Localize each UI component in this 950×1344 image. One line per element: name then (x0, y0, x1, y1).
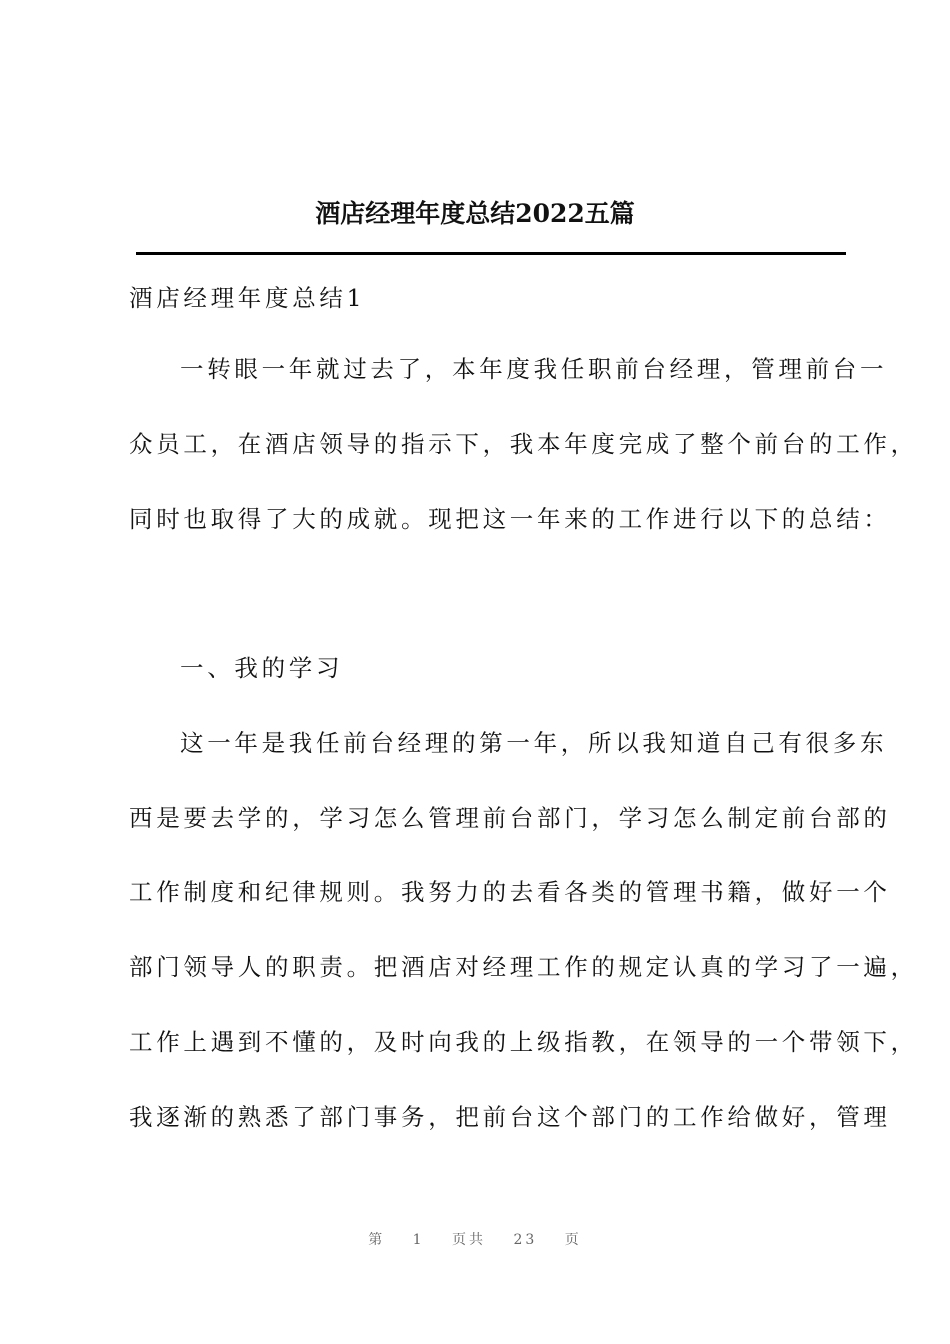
paragraph-line: 一转眼一年就过去了，本年度我任职前台经理，管理前台一 (180, 355, 888, 383)
footer-label-of: 页共 (452, 1232, 487, 1248)
document-title: 酒店经理年度总结2022五篇 (315, 199, 635, 228)
subsection-heading: 一、我的学习 (180, 654, 344, 682)
paragraph-line: 这一年是我任前台经理的第一年，所以我知道自己有很多东 (180, 729, 888, 757)
paragraph-line: 众员工，在酒店领导的指示下，我本年度完成了整个前台的工作， (129, 430, 918, 458)
paragraph-line: 同时也取得了大的成就。现把这一年来的工作进行以下的总结： (129, 505, 891, 533)
footer-current-page: 1 (412, 1232, 425, 1248)
page-footer (0, 1229, 950, 1249)
title-divider (136, 252, 846, 255)
paragraph-line: 西是要去学的，学习怎么管理前台部门，学习怎么制定前台部的 (129, 804, 891, 832)
footer-label-page: 第 (368, 1232, 386, 1248)
footer-label-end: 页 (564, 1232, 582, 1248)
paragraph-line: 工作制度和纪律规则。我努力的去看各类的管理书籍，做好一个 (129, 878, 891, 906)
paragraph-line: 部门领导人的职责。把酒店对经理工作的规定认真的学习了一遍， (129, 953, 918, 981)
section-heading: 酒店经理年度总结1 (129, 284, 366, 312)
paragraph-line: 工作上遇到不懂的，及时向我的上级指教，在领导的一个带领下， (129, 1028, 918, 1056)
footer-total-pages: 23 (513, 1232, 538, 1248)
paragraph-line: 我逐渐的熟悉了部门事务，把前台这个部门的工作给做好，管理 (129, 1103, 891, 1131)
